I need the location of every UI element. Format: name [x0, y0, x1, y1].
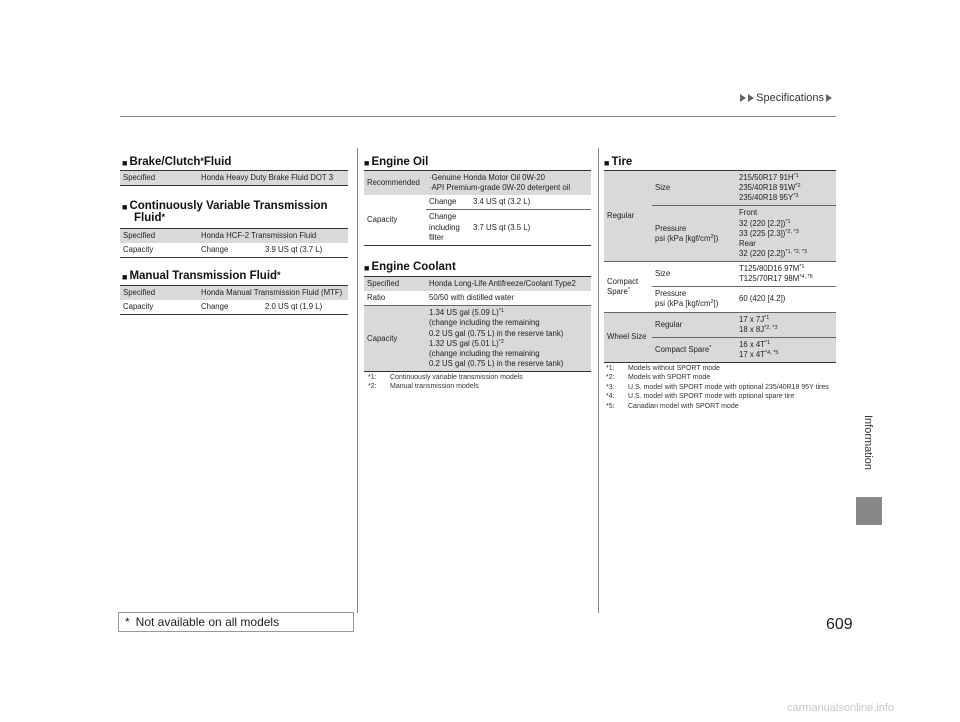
breadcrumb	[740, 92, 832, 104]
brake-fluid-table	[120, 170, 348, 186]
cvt-fluid-table: Specified Honda HCF-2 Transmission Fluid Capacity Change 3.9 US qt (3.7 L)	[120, 228, 348, 258]
engine-coolant-title: ■ Engine Coolant	[364, 261, 456, 273]
section-square-icon: ■	[604, 158, 610, 168]
brake-fluid-title: ■ Brake/Clutch * Fluid	[122, 156, 232, 168]
mtf-title: ■ Manual Transmission Fluid *	[122, 270, 281, 282]
engine-coolant-table: Specified Honda Long-Life Antifreeze/Coolant Type2 Ratio 50/50 with distilled water Capacity 1.34 US gal (5.09 L)$^{*1}$ (change including the remaining 0.2 US gal (0.75 L) in the reserve tank) 1.32 US gal (5.01 L)$^{*2}$ (change including the remaining 0.2 US gal (0.75 L) in the reserve tank)	[364, 276, 591, 372]
side-tab-marker	[856, 497, 882, 525]
section-square-icon: ■	[364, 158, 370, 168]
section-square-icon: ■	[122, 202, 128, 212]
footnote-text: Not available on all models	[135, 615, 280, 629]
tire-table: Regular Size 215/50R17 $91H^{*1}$ 235/40R18 $91W^{*2}$ 235/40R18 $95Y^{*3}$ Pressure psi (kPa $[kgf/cm^2]$) Front 32 (220 [2.2])$^{*1}$ 33 (225 [2.3])$^{*2, *3}$ Rear 32 (220 [2.2])$^{*1, *2, *3}$ Compact Spare* Size T125/80D16 $97M^{*1}$ T125/70R17 $98M^{*4, *5}$ Pressure psi (kPa $[kgf/cm^2]$) 60 (420 [4.2]) Wheel Size Regular 17 x $7J^{*1}$ 18 x $8J^{*2, *3}$ Compact Spare* 16 x $4T^{*1}$ 17 x $4T^{*4, *5}$	[604, 170, 836, 363]
footnote-box	[118, 612, 354, 632]
spec-label: Specified	[120, 171, 198, 186]
breadcrumb-title: Specifications	[756, 92, 824, 104]
spec-value: Honda Heavy Duty Brake Fluid DOT 3	[198, 171, 348, 186]
section-square-icon: ■	[122, 158, 128, 168]
header-rule	[120, 116, 836, 117]
column-divider	[598, 148, 599, 613]
cvt-fluid-title: ■ Continuously Variable Transmission Fluid*	[122, 200, 328, 224]
engine-oil-title: ■ Engine Oil	[364, 156, 429, 168]
tire-notes: *1: Models without SPORT mode *2: Models with SPORT mode *3: U.S. model with SPORT mode with optional 235/40R18 95Y tires *4: U.S. model with SPORT mode with optional spare tire *5: Canadian model with SPORT mode	[606, 365, 829, 410]
watermark: carmanualsonline.info	[783, 696, 960, 722]
side-tab-label: Information	[862, 415, 874, 471]
breadcrumb-arrow-icon	[748, 94, 754, 102]
page-number: 609	[826, 616, 853, 633]
breadcrumb-arrow-icon	[740, 94, 746, 102]
engine-oil-table: Recommended ·Genuine Honda Motor Oil 0W-20 ·API Premium-grade 0W-20 detergent oil Capacity Change 3.4 US qt (3.2 L) Change including filter 3.7 US qt (3.5 L)	[364, 170, 591, 246]
tire-title: ■ Tire	[604, 156, 633, 168]
footnote-star: *	[125, 615, 130, 629]
coolant-notes: *1: Continuously variable transmission models *2: Manual transmission models	[368, 374, 523, 391]
side-tab[interactable]	[852, 415, 882, 495]
section-square-icon: ■	[122, 272, 128, 282]
breadcrumb-arrow-icon	[826, 94, 832, 102]
section-square-icon: ■	[364, 263, 370, 273]
column-divider	[357, 148, 358, 613]
mtf-table: Specified Honda Manual Transmission Fluid (MTF) Capacity Change 2.0 US qt (1.9 L)	[120, 285, 348, 315]
